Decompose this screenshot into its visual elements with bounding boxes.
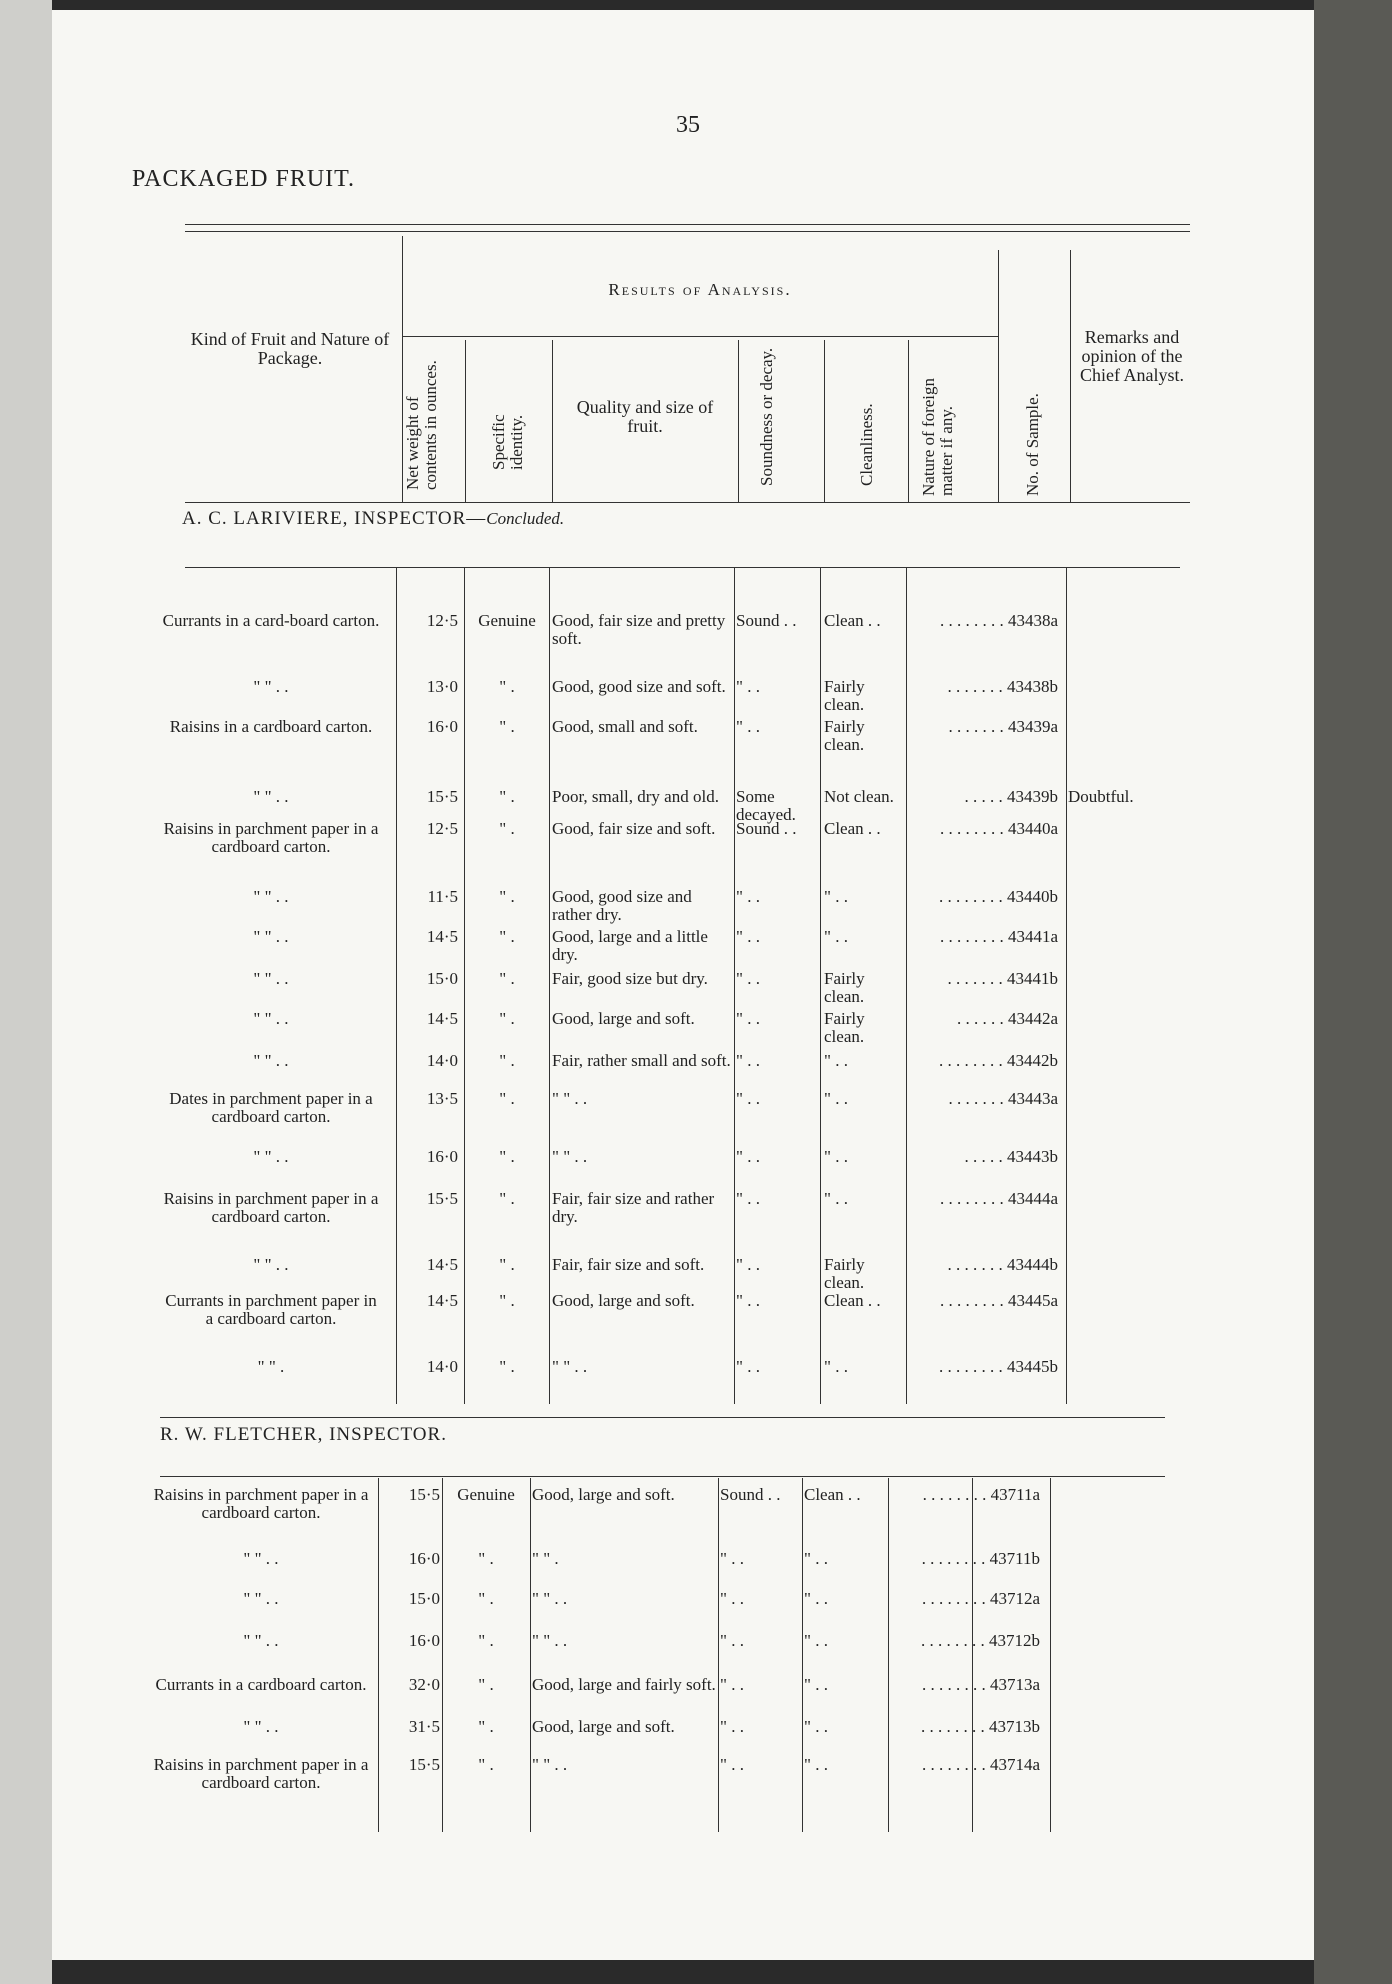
row-sample-number: . . . . . . . . 43712b: [921, 1631, 1040, 1650]
row-identity: " .: [478, 1717, 494, 1736]
row-cleanliness: " . .: [804, 1717, 828, 1736]
row-soundness: " . .: [736, 1255, 760, 1274]
header-soundness: Soundness or decay.: [757, 347, 776, 486]
row-weight: 13·5: [426, 1089, 458, 1108]
row-quality: Good, large and soft.: [532, 1717, 675, 1736]
row-soundness: " . .: [736, 1147, 760, 1166]
col-divider: [824, 340, 825, 502]
row-sample-number: . . . . . . . . 43444a: [939, 1189, 1058, 1208]
row-cleanliness: " . .: [824, 1051, 848, 1070]
row-weight: 13·0: [426, 677, 458, 696]
row-cleanliness: " . .: [824, 887, 848, 906]
row-identity: " .: [478, 1589, 494, 1608]
row-identity: " .: [499, 787, 515, 806]
row-identity: " .: [499, 1357, 515, 1376]
row-identity: Genuine: [457, 1485, 515, 1504]
row-quality: Good, good size and rather dry.: [552, 887, 692, 924]
row-identity: " .: [499, 1051, 515, 1070]
section2-top-rule: [160, 1417, 1165, 1418]
row-kind: " " . .: [253, 677, 289, 696]
col-divider: [378, 1478, 379, 1832]
row-kind: " " . .: [253, 1051, 289, 1070]
row-kind: Raisins in parchment paper in a cardboard carton.: [153, 1755, 369, 1792]
row-quality: Good, large and soft.: [552, 1009, 695, 1028]
row-weight: 14·5: [426, 1255, 458, 1274]
row-quality: Good, fair size and soft.: [552, 819, 716, 838]
row-cleanliness: " . .: [824, 1357, 848, 1376]
row-soundness: " . .: [736, 1357, 760, 1376]
row-cleanliness: " . .: [824, 1089, 848, 1108]
row-kind: " " . .: [253, 969, 289, 988]
col-divider: [972, 1478, 973, 1832]
header-kind: Kind of Fruit and Nature of Package.: [190, 329, 390, 368]
row-sample-number: . . . . . . . . 43713b: [921, 1717, 1040, 1736]
header-results: Results of Analysis.: [608, 280, 792, 299]
row-identity: " .: [499, 887, 515, 906]
row-quality: Good, good size and soft.: [552, 677, 726, 696]
row-identity: " .: [478, 1675, 494, 1694]
row-cleanliness: Fairly clean.: [824, 717, 865, 754]
row-kind: " " . .: [243, 1717, 279, 1736]
row-sample-number: . . . . . . . . 43438a: [939, 611, 1058, 630]
section1-rule: [185, 567, 1180, 568]
top-rule-second: [185, 231, 1190, 232]
row-soundness: " . .: [720, 1755, 744, 1774]
row-weight: 12·5: [426, 611, 458, 630]
row-sample-number: . . . . . . . . 43440b: [939, 887, 1058, 906]
header-cleanliness: Cleanliness.: [857, 403, 876, 486]
row-weight: 14·0: [426, 1051, 458, 1070]
row-quality: Poor, small, dry and old.: [552, 787, 719, 806]
row-cleanliness: Fairly clean.: [824, 1009, 865, 1046]
col-divider: [1070, 250, 1071, 502]
row-soundness: " . .: [736, 717, 760, 736]
row-soundness: " . .: [720, 1549, 744, 1568]
header-foreign: Nature of foreign matter if any.: [919, 377, 956, 496]
row-soundness: " . .: [736, 887, 760, 906]
row-weight: 15·5: [408, 1485, 440, 1504]
col-divider: [396, 568, 397, 1404]
col-divider: [1050, 1478, 1051, 1832]
row-cleanliness: " . .: [824, 1189, 848, 1208]
row-identity: " .: [499, 819, 515, 838]
row-soundness: " . .: [736, 1009, 760, 1028]
section-suffix: Concluded.: [486, 509, 565, 528]
row-weight: 15·0: [426, 969, 458, 988]
row-cleanliness: " . .: [804, 1675, 828, 1694]
row-sample-number: . . . . . . . . 43442b: [939, 1051, 1058, 1070]
row-weight: 16·0: [408, 1549, 440, 1568]
col-divider: [552, 340, 553, 502]
row-kind: " " . .: [253, 887, 289, 906]
row-soundness: " . .: [720, 1675, 744, 1694]
row-kind: Raisins in a cardboard carton.: [169, 717, 373, 736]
row-soundness: " . .: [736, 1189, 760, 1208]
row-soundness: " . .: [736, 1089, 760, 1108]
row-sample-number: . . . . . . . 43443a: [948, 1089, 1058, 1108]
row-soundness: " . .: [736, 677, 760, 696]
section-heading-fletcher: R. W. FLETCHER, INSPECTOR.: [160, 1424, 447, 1445]
row-quality: Good, large and soft.: [552, 1291, 695, 1310]
row-weight: 15·5: [408, 1755, 440, 1774]
row-quality: " " . .: [532, 1631, 568, 1650]
row-cleanliness: Fairly clean.: [824, 1255, 865, 1292]
row-kind: " " . .: [253, 787, 289, 806]
row-weight: 14·5: [426, 1291, 458, 1310]
col-divider: [465, 340, 466, 502]
header-net-weight: Net weight of contents in ounces.: [403, 360, 440, 490]
row-weight: 16·0: [408, 1631, 440, 1650]
row-sample-number: . . . . . 43439b: [964, 787, 1058, 806]
row-cleanliness: " . .: [804, 1631, 828, 1650]
row-weight: 31·5: [408, 1717, 440, 1736]
col-divider: [998, 250, 999, 502]
row-weight: 14·5: [426, 1009, 458, 1028]
col-divider: [530, 1478, 531, 1832]
row-identity: " .: [478, 1631, 494, 1650]
row-identity: " .: [499, 927, 515, 946]
row-soundness: " . .: [736, 1291, 760, 1310]
row-sample-number: . . . . . . . . 43441a: [939, 927, 1058, 946]
col-divider: [738, 340, 739, 502]
row-identity: " .: [499, 717, 515, 736]
row-quality: " " . .: [552, 1147, 588, 1166]
row-quality: Fair, fair size and rather dry.: [552, 1189, 715, 1226]
row-soundness: Sound . .: [736, 819, 797, 838]
left-page-edge: [0, 0, 52, 1984]
section-heading-lariviere: [182, 508, 564, 530]
row-kind: " " . .: [243, 1589, 279, 1608]
row-identity: " .: [499, 969, 515, 988]
col-divider: [906, 568, 907, 1404]
row-identity: " .: [478, 1549, 494, 1568]
row-quality: Good, large and soft.: [532, 1485, 675, 1504]
row-kind: " " . .: [253, 1147, 289, 1166]
row-sample-number: . . . . . . . . 43440a: [939, 819, 1058, 838]
row-cleanliness: " . .: [804, 1589, 828, 1608]
page-number: 35: [676, 112, 700, 138]
row-sample-number: . . . . . . . . 43713a: [921, 1675, 1040, 1694]
row-identity: " .: [499, 1009, 515, 1028]
row-sample-number: . . . . . 43443b: [964, 1147, 1058, 1166]
row-weight: 12·5: [426, 819, 458, 838]
row-quality: " " . .: [532, 1755, 568, 1774]
row-kind: " " . .: [243, 1549, 279, 1568]
row-sample-number: . . . . . . . . 43712a: [921, 1589, 1040, 1608]
row-kind: " " . .: [253, 1009, 289, 1028]
row-soundness: Sound . .: [720, 1485, 781, 1504]
row-soundness: " . .: [736, 969, 760, 988]
row-sample-number: . . . . . . . . 43711a: [922, 1485, 1040, 1504]
row-sample-number: . . . . . . . . 43714a: [921, 1755, 1040, 1774]
row-identity: Genuine: [478, 611, 536, 630]
row-identity: " .: [499, 1089, 515, 1108]
row-quality: " " . .: [532, 1589, 568, 1608]
row-weight: 14·5: [426, 927, 458, 946]
top-rule: [185, 224, 1190, 225]
row-quality: Fair, fair size and soft.: [552, 1255, 705, 1274]
row-sample-number: . . . . . . . 43438b: [947, 677, 1058, 696]
col-divider: [908, 340, 909, 502]
row-quality: " " . .: [552, 1089, 588, 1108]
row-kind: Dates in parchment paper in a cardboard carton.: [169, 1089, 373, 1126]
row-sample-number: . . . . . . . . 43445b: [939, 1357, 1058, 1376]
row-quality: Good, fair size and pretty soft.: [552, 611, 726, 648]
row-weight: 14·0: [426, 1357, 458, 1376]
col-divider: [820, 568, 821, 1404]
row-sample-number: . . . . . . . . 43711b: [921, 1549, 1040, 1568]
row-remarks: Doubtful.: [1068, 787, 1134, 806]
row-kind: " " . .: [243, 1631, 279, 1650]
row-soundness: " . .: [736, 1051, 760, 1070]
row-weight: 11·5: [427, 887, 458, 906]
row-kind: " " . .: [253, 927, 289, 946]
row-weight: 16·0: [426, 1147, 458, 1166]
book-spine: [1314, 0, 1392, 1984]
row-kind: Currants in a cardboard carton.: [155, 1675, 367, 1694]
row-soundness: Sound . .: [736, 611, 797, 630]
row-kind: Currants in parchment paper in a cardboard carton.: [165, 1291, 377, 1328]
col-divider: [802, 1478, 803, 1832]
row-soundness: Some decayed.: [736, 787, 796, 824]
header-quality: Quality and size of fruit.: [576, 397, 714, 436]
row-cleanliness: " . .: [804, 1549, 828, 1568]
row-cleanliness: Clean . .: [824, 1291, 881, 1310]
row-sample-number: . . . . . . . . 43445a: [939, 1291, 1058, 1310]
row-identity: " .: [499, 1189, 515, 1208]
header-sample: No. of Sample.: [1023, 393, 1042, 496]
row-weight: 15·5: [426, 787, 458, 806]
col-divider: [888, 1478, 889, 1832]
row-cleanliness: Clean . .: [804, 1485, 861, 1504]
col-divider: [734, 568, 735, 1404]
row-cleanliness: " . .: [824, 927, 848, 946]
page-title: PACKAGED FRUIT.: [132, 166, 356, 192]
row-soundness: " . .: [720, 1631, 744, 1650]
row-quality: " " . .: [552, 1357, 588, 1376]
row-quality: " " .: [532, 1549, 559, 1568]
row-kind: Raisins in parchment paper in a cardboard carton.: [153, 1485, 369, 1522]
col-divider: [1066, 568, 1067, 1404]
row-kind: Raisins in parchment paper in a cardboard carton.: [163, 819, 379, 856]
section-inspector-name: A. C. LARIVIERE, INSPECTOR—: [182, 508, 487, 529]
row-kind: Currants in a card-board carton.: [162, 611, 380, 630]
header-specific-identity: Specific identity.: [489, 414, 526, 470]
row-soundness: " . .: [720, 1717, 744, 1736]
row-weight: 16·0: [426, 717, 458, 736]
row-weight: 32·0: [408, 1675, 440, 1694]
row-cleanliness: Clean . .: [824, 819, 881, 838]
row-identity: " .: [478, 1755, 494, 1774]
row-quality: Good, small and soft.: [552, 717, 698, 736]
row-identity: " .: [499, 677, 515, 696]
row-cleanliness: Fairly clean.: [824, 969, 865, 1006]
results-underline: [402, 336, 998, 337]
row-weight: 15·0: [408, 1589, 440, 1608]
row-cleanliness: " . .: [804, 1755, 828, 1774]
header-bottom-rule: [185, 502, 1190, 503]
header-remarks: Remarks and opinion of the Chief Analyst.: [1080, 327, 1184, 385]
row-sample-number: . . . . . . 43442a: [956, 1009, 1058, 1028]
row-cleanliness: " . .: [824, 1147, 848, 1166]
row-quality: Fair, rather small and soft.: [552, 1051, 731, 1070]
row-kind: " " . .: [253, 1255, 289, 1274]
row-sample-number: . . . . . . . 43444b: [947, 1255, 1058, 1274]
row-quality: Good, large and a little dry.: [552, 927, 708, 964]
row-weight: 15·5: [426, 1189, 458, 1208]
col-divider: [442, 1478, 443, 1832]
row-sample-number: . . . . . . . 43441b: [947, 969, 1058, 988]
col-divider: [464, 568, 465, 1404]
row-soundness: " . .: [720, 1589, 744, 1608]
row-kind: Raisins in parchment paper in a cardboard carton.: [163, 1189, 379, 1226]
row-identity: " .: [499, 1291, 515, 1310]
row-identity: " .: [499, 1255, 515, 1274]
row-cleanliness: Not clean.: [824, 787, 894, 806]
col-divider: [549, 568, 550, 1404]
row-soundness: " . .: [736, 927, 760, 946]
row-cleanliness: Fairly clean.: [824, 677, 865, 714]
row-quality: Good, large and fairly soft.: [532, 1675, 716, 1694]
row-quality: Fair, good size but dry.: [552, 969, 708, 988]
row-sample-number: . . . . . . . 43439a: [948, 717, 1058, 736]
section2-rule: [160, 1476, 1165, 1477]
col-divider: [718, 1478, 719, 1832]
row-cleanliness: Clean . .: [824, 611, 881, 630]
row-kind: " " .: [257, 1357, 285, 1376]
row-identity: " .: [499, 1147, 515, 1166]
